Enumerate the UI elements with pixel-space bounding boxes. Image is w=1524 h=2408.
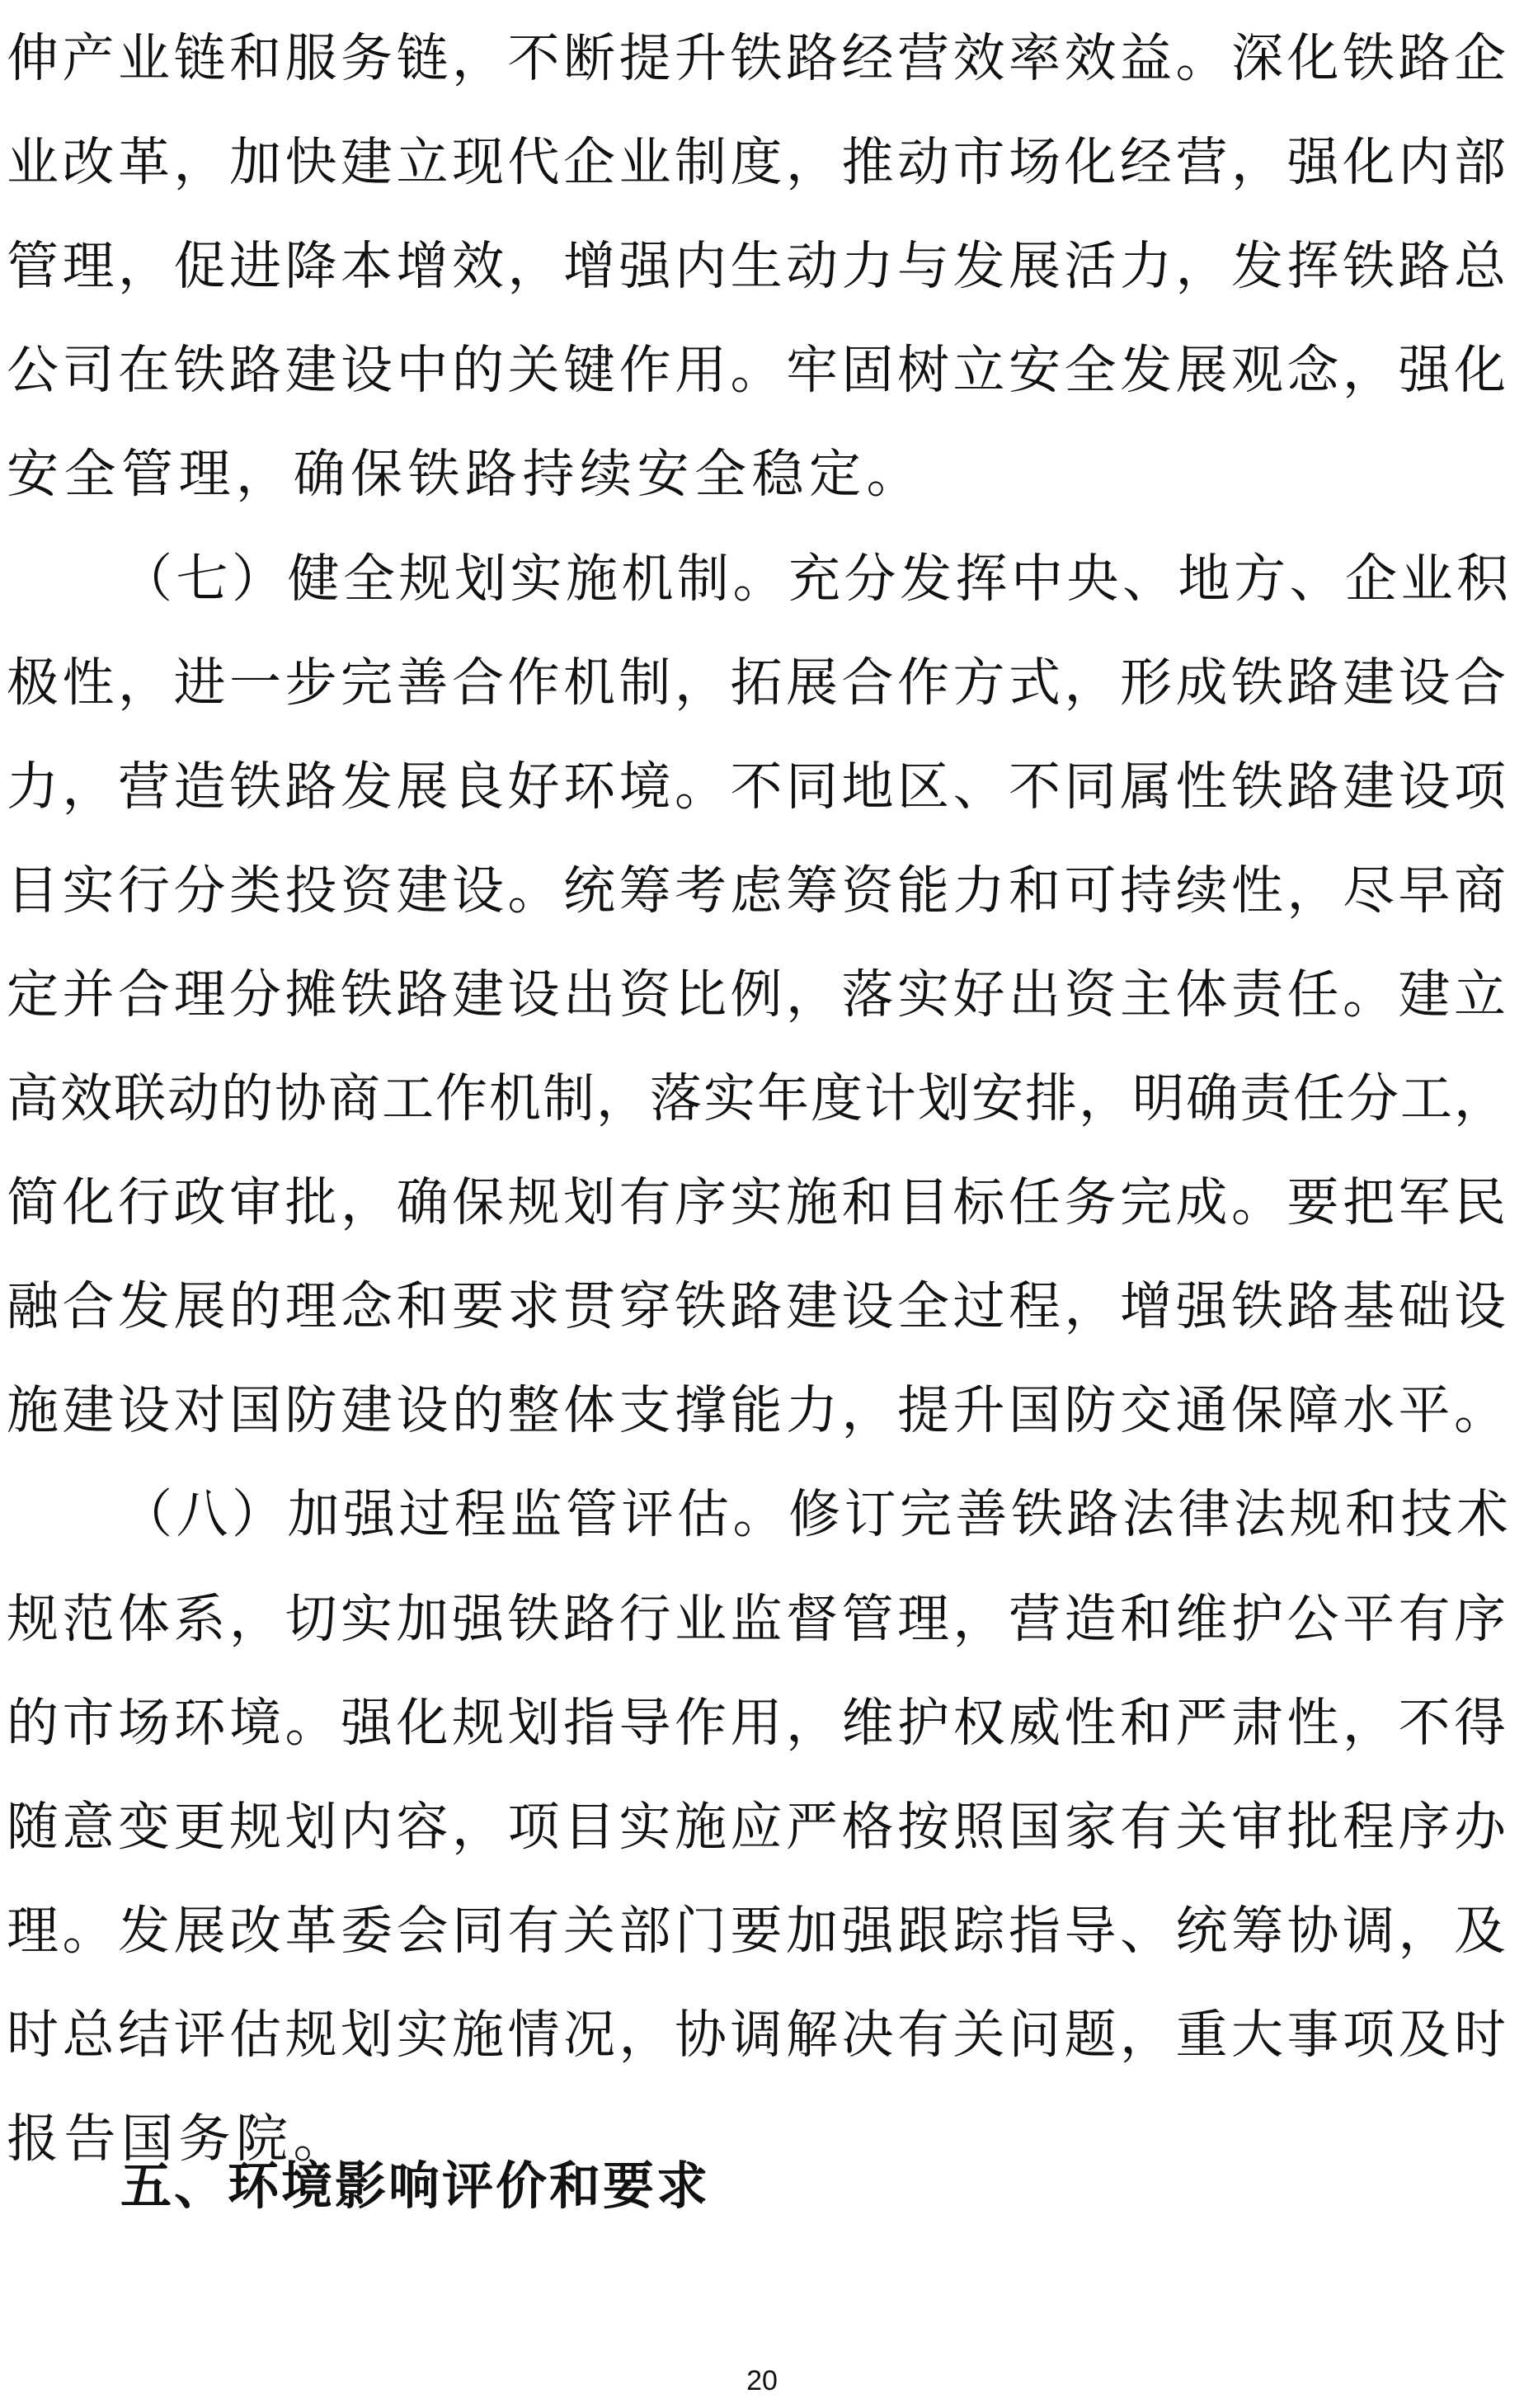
body-line-3: 管理，促进降本增效，增强内生动力与发展活力，发挥铁路总 bbox=[7, 236, 1510, 296]
section-heading: 五、环境影响评价和要求 bbox=[120, 2156, 711, 2216]
body-line-15: （八）加强过程监管评估。修订完善铁路法律法规和技术 bbox=[120, 1484, 1512, 1544]
body-line-9: 目实行分类投资建设。统筹考虑筹资能力和可持续性，尽早商 bbox=[7, 860, 1510, 921]
body-line-18: 随意变更规划内容，项目实施应严格按照国家有关审批程序办 bbox=[7, 1797, 1510, 1857]
body-line-8: 力，营造铁路发展良好环境。不同地区、不同属性铁路建设项 bbox=[7, 756, 1510, 817]
body-line-10: 定并合理分摊铁路建设出资比例，落实好出资主体责任。建立 bbox=[7, 964, 1510, 1025]
body-line-1: 伸产业链和服务链，不断提升铁路经营效率效益。深化铁路企 bbox=[7, 28, 1510, 88]
body-line-2: 业改革，加快建立现代企业制度，推动市场化经营，强化内部 bbox=[7, 132, 1510, 192]
body-line-20: 时总结评估规划实施情况，协调解决有关问题，重大事项及时 bbox=[7, 2005, 1510, 2065]
body-line-4: 公司在铁路建设中的关键作用。牢固树立安全发展观念，强化 bbox=[7, 340, 1510, 400]
body-line-7: 极性，进一步完善合作机制，拓展合作方式，形成铁路建设合 bbox=[7, 653, 1510, 713]
body-line-21: 报告国务院。 bbox=[7, 2109, 350, 2169]
body-line-6: （七）健全规划实施机制。充分发挥中央、地方、企业积 bbox=[120, 549, 1512, 609]
body-line-11: 高效联动的协商工作机制，落实年度计划安排，明确责任分工， bbox=[7, 1068, 1508, 1129]
body-line-16: 规范体系，切实加强铁路行业监督管理，营造和维护公平有序 bbox=[7, 1589, 1510, 1649]
body-line-17: 的市场环境。强化规划指导作用，维护权威性和严肃性，不得 bbox=[7, 1693, 1510, 1753]
page-number: 20 bbox=[746, 2365, 778, 2396]
body-line-19: 理。发展改革委会同有关部门要加强跟踪指导、统筹协调，及 bbox=[7, 1901, 1510, 1961]
body-line-14: 施建设对国防建设的整体支撑能力，提升国防交通保障水平。 bbox=[7, 1380, 1510, 1440]
body-line-13: 融合发展的理念和要求贯穿铁路建设全过程，增强铁路基础设 bbox=[7, 1276, 1510, 1336]
body-line-12: 简化行政审批，确保规划有序实施和目标任务完成。要把军民 bbox=[7, 1172, 1510, 1232]
body-line-5: 安全管理，确保铁路持续安全稳定。 bbox=[7, 444, 924, 504]
